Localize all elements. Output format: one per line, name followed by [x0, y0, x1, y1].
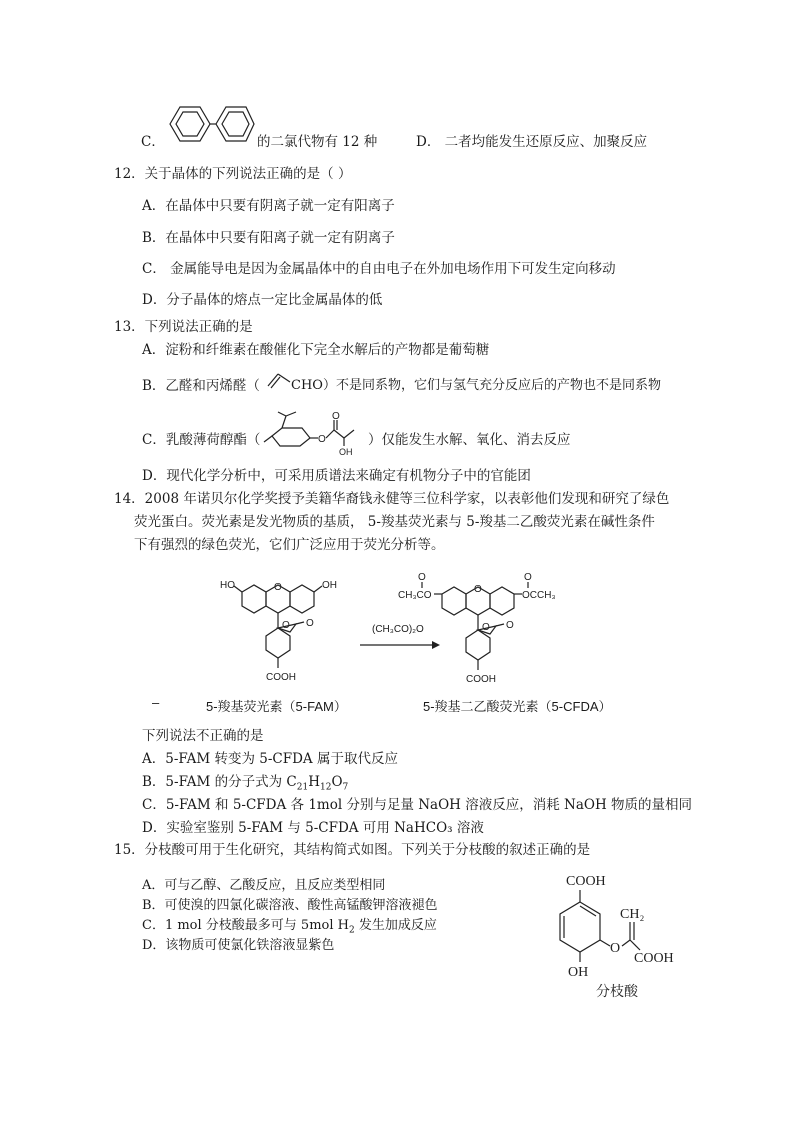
q11-option-c-text: 的二氯代物有 12 种 [257, 134, 378, 150]
cooh-top-label: COOH [566, 874, 606, 889]
q11-option-c-label: C． [141, 134, 165, 150]
q14-sub-stem: 下列说法不正确的是 [142, 728, 264, 744]
q15-option-a: A．可与乙醇、乙酸反应，且反应类型相同 [142, 878, 386, 893]
hydrogen-count: 12 [319, 782, 332, 793]
lactone-o-label-2: O [482, 622, 490, 633]
q13-option-b-prefix: B．乙醛和丙烯醛（ [142, 378, 260, 394]
q12-option-b: B．在晶体中只要有阳离子就一定有阴离子 [142, 230, 395, 246]
q14-option-d: D．实验室鉴别 5-FAM 与 5-CFDA 可用 NaHCO₃ 溶液 [142, 820, 484, 836]
h2-subscript: 2 [348, 925, 355, 936]
q14-option-a: A．5-FAM 转变为 5-CFDA 属于取代反应 [142, 751, 398, 767]
q13-stem: 13．下列说法正确的是 [114, 319, 253, 335]
oh-label-bottom: OH [568, 965, 589, 980]
q15-option-d: D．该物质可使氯化铁溶液显紫色 [142, 938, 335, 953]
cfda-structure [398, 570, 558, 688]
q13-option-c-prefix: C．乳酸薄荷醇酯（ [142, 432, 261, 448]
ether-o-label: O [610, 941, 621, 956]
lactone-carbonyl-label-2: O [506, 620, 514, 631]
right-carbonyl-o-label: O [524, 572, 532, 583]
q11-option-d: D． 二者均能发生还原反应、加聚反应 [416, 134, 648, 150]
cfda-caption: 5-羧基二乙酸荧光素（5-CFDA） [423, 699, 612, 714]
q15-option-c-prefix: C．1 mol 分枝酸最多可与 5mol H [142, 918, 349, 933]
q14-option-b-prefix: B．5-FAM 的分子式为 C [142, 774, 297, 790]
q15-option-c-suffix: 发生加成反应 [354, 918, 437, 933]
ch3co-label: CH₃CO [398, 590, 432, 601]
q14-stem-line1: 14．2008 年诺贝尔化学奖授予美籍华裔钱永健等三位科学家，以表彰他们发现和研究了绿色 [114, 491, 670, 507]
occh3-label: OCCH₃ [522, 590, 556, 601]
ring-o-label-2: O [474, 584, 482, 595]
q15-option-b: B．可使溴的四氯化碳溶液、酸性高锰酸钾溶液褪色 [142, 898, 438, 913]
ring-o-label: O [274, 582, 282, 593]
ester-o-label: O [318, 434, 326, 445]
cooh-label: COOH [266, 672, 296, 683]
hydroxyl-label: OH [339, 447, 353, 457]
lactone-o-label: O [282, 620, 290, 631]
menthyl-lactate-structure [262, 410, 372, 456]
oxygen-symbol: O [331, 774, 343, 790]
fam-caption: 5-羧基荧光素（5-FAM） [206, 699, 347, 714]
q14-stem-line2: 荧光蛋白。荧光素是发光物质的基质， 5-羧基荧光素与 5-羧基二乙酸荧光素在碱性条件 [134, 514, 655, 530]
q15-stem: 15．分枝酸可用于生化研究，其结构简式如图。下列关于分枝酸的叙述正确的是 [114, 842, 591, 858]
q14-option-b [142, 773, 348, 797]
biphenyl-structure [160, 104, 255, 150]
q14-option-c: C．5-FAM 和 5-CFDA 各 1mol 分别与足量 NaOH 溶液反应，消耗 NaOH 物质的量相同 [142, 797, 693, 813]
cooh-right-label: COOH [634, 951, 674, 966]
dash-mark: – [152, 695, 160, 710]
q13-option-a: A．淀粉和纤维素在酸催化下完全水解后的产物都是葡萄糖 [142, 342, 490, 358]
q13-option-c-suffix: ）仅能发生水解、氧化、消去反应 [368, 432, 571, 448]
ch2-label: CH₂ [620, 907, 645, 922]
fam-structure [218, 572, 358, 687]
ho-label: HO [220, 580, 235, 591]
lactone-carbonyl-label: O [306, 618, 314, 629]
cooh-label-2: COOH [466, 674, 496, 685]
hydrogen-symbol: H [308, 774, 320, 790]
q14-stem-line3: 下有强烈的绿色荧光，它们广泛应用于荧光分析等。 [134, 537, 445, 553]
chorismic-acid-name: 分枝酸 [596, 985, 638, 1000]
acrolein-structure [266, 370, 292, 390]
carbon-count: 21 [296, 782, 309, 793]
q12-option-a: A．在晶体中只要有阴离子就一定有阳离子 [142, 198, 395, 214]
chorismic-acid-structure [548, 868, 698, 1000]
reaction-reagent: (CH₃CO)₂O [372, 624, 424, 635]
q12-stem: 12．关于晶体的下列说法正确的是（ ） [114, 166, 352, 182]
q13-option-d: D．现代化学分析中，可采用质谱法来确定有机物分子中的官能团 [142, 468, 531, 484]
oh-label: OH [322, 580, 337, 591]
oxygen-count: 7 [342, 782, 349, 793]
q13-option-b-suffix: CHO）不是同系物，它们与氢气充分反应后的产物也不是同系物 [291, 378, 661, 393]
q12-option-c: C． 金属能导电是因为金属晶体中的自由电子在外加电场作用下可发生定向移动 [142, 261, 616, 277]
left-carbonyl-o-label: O [418, 572, 426, 583]
q12-option-d: D．分子晶体的熔点一定比金属晶体的低 [142, 292, 383, 308]
carbonyl-o-label: O [332, 411, 340, 422]
